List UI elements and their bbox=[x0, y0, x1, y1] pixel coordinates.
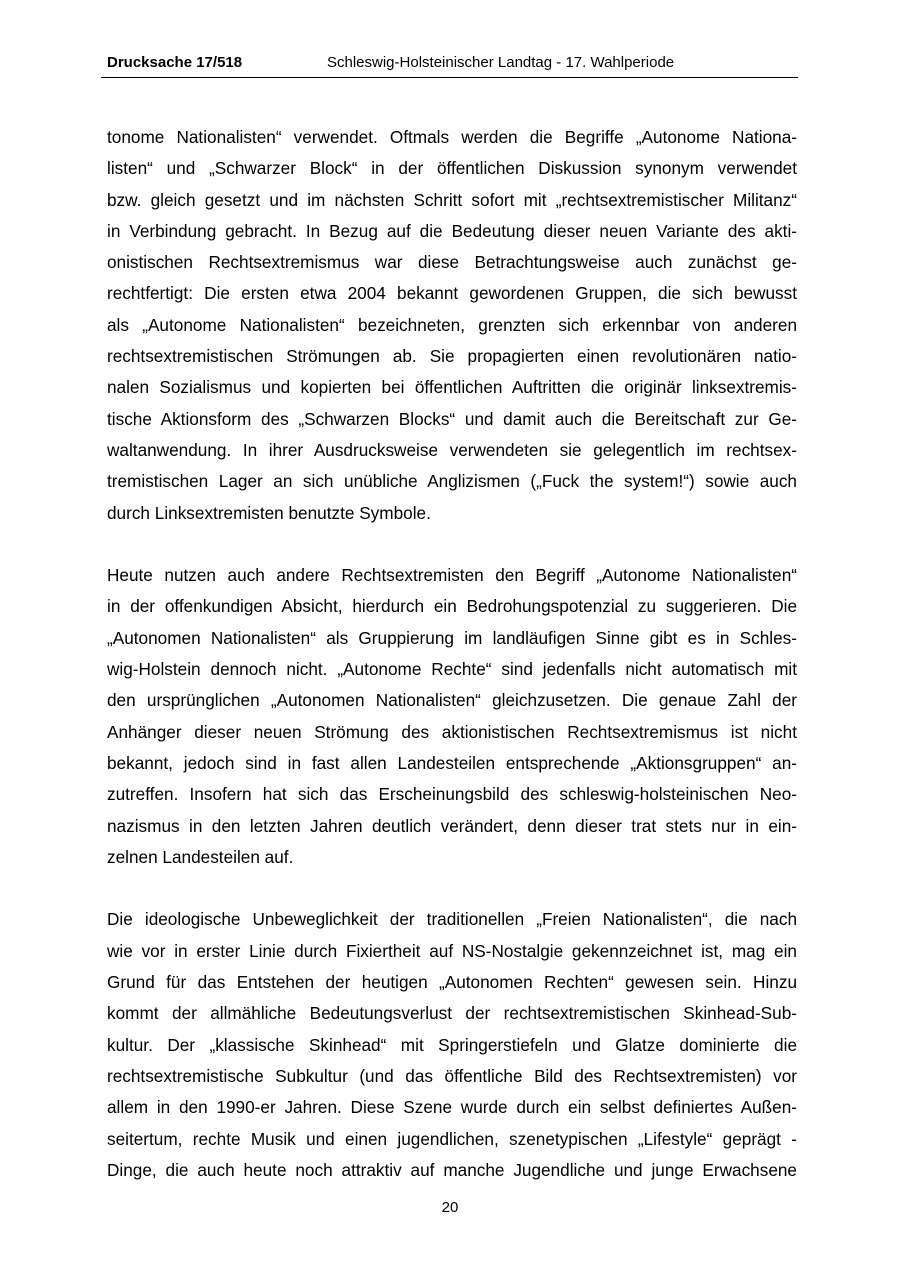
text-line: Die ideologische Unbeweglichkeit der traditionellen „Freien Nationalisten“, die nach bbox=[107, 909, 797, 930]
text-line: tonome Nationalisten“ verwendet. Oftmals werden die Begriffe „Autonome Nationa- bbox=[107, 127, 797, 147]
page-header bbox=[101, 51, 798, 78]
paragraph-spacer bbox=[107, 529, 797, 560]
paragraph bbox=[107, 904, 797, 1186]
text-line: „Autonomen Nationalisten“ als Gruppierung im landläufigen Sinne gibt es in Schles- bbox=[107, 627, 797, 648]
text-line: in Verbindung gebracht. In Bezug auf die Bedeutung dieser neuen Variante des akti- bbox=[107, 220, 797, 241]
text-line: Dinge, die auch heute noch attraktiv auf manche Jugendliche und junge Erwachsene bbox=[107, 1159, 797, 1180]
text-line: Heute nutzen auch andere Rechtsextremisten den Begriff „Autonome Nationalisten“ bbox=[107, 565, 797, 586]
paragraph-spacer bbox=[107, 873, 797, 904]
text-line: listen“ und „Schwarzer Block“ in der öffentlichen Diskussion synonym verwendet bbox=[107, 158, 797, 179]
text-line: nalen Sozialismus und kopierten bei öffentlichen Auftritten die originär linksextremis- bbox=[107, 377, 797, 398]
text-line: wie vor in erster Linie durch Fixiertheit auf NS-Nostalgie gekennzeichnet ist, mag ein bbox=[107, 940, 797, 961]
paragraph bbox=[107, 122, 797, 529]
text-line: bekannt, jedoch sind in fast allen Landesteilen entsprechende „Aktionsgruppen“ an- bbox=[107, 752, 797, 773]
text-line: seitertum, rechte Musik und einen jugendlichen, szenetypischen „Lifestyle“ geprägt - bbox=[107, 1128, 797, 1149]
paragraph bbox=[107, 560, 797, 873]
text-line: in der offenkundigen Absicht, hierdurch ein Bedrohungspotenzial zu suggerieren. Die bbox=[107, 596, 797, 617]
text-line: kommt der allmähliche Bedeutungsverlust der rechtsextremistischen Skinhead-Sub- bbox=[107, 1003, 797, 1024]
text-line: tische Aktionsform des „Schwarzen Blocks“ und damit auch die Bereitschaft zur Ge- bbox=[107, 408, 797, 429]
parliament-title: Schleswig-Holsteinischer Landtag - 17. Wahlperiode bbox=[327, 54, 675, 71]
text-line: zutreffen. Insofern hat sich das Erscheinungsbild des schleswig-holsteinischen Neo- bbox=[107, 784, 797, 805]
text-line: Grund für das Entstehen der heutigen „Autonomen Rechten“ gewesen sein. Hinzu bbox=[107, 972, 797, 993]
text-line: wig-Holstein dennoch nicht. „Autonome Rechte“ sind jedenfalls nicht automatisch mit bbox=[107, 659, 797, 680]
text-line: rechtsextremistischen Strömungen ab. Sie propagierten einen revolutionären natio- bbox=[107, 346, 797, 367]
document-reference: Drucksache 17/518 bbox=[107, 54, 243, 71]
text-line: rechtfertigt: Die ersten etwa 2004 bekannt gewordenen Gruppen, die sich bewusst bbox=[107, 283, 797, 304]
text-line: zelnen Landesteilen auf. bbox=[107, 846, 294, 867]
page-number: 20 bbox=[441, 1199, 459, 1216]
text-line: Anhänger dieser neuen Strömung des aktionistischen Rechtsextremismus ist nicht bbox=[107, 721, 797, 742]
text-line: waltanwendung. In ihrer Ausdrucksweise verwendeten sie gelegentlich im rechtsex- bbox=[107, 439, 797, 460]
text-line: onistischen Rechtsextremismus war diese Betrachtungsweise auch zunächst ge- bbox=[107, 252, 797, 273]
text-line: nazismus in den letzten Jahren deutlich verändert, denn dieser trat stets nur in ein- bbox=[107, 815, 797, 836]
text-line: tremistischen Lager an sich unübliche Anglizismen („Fuck the system!“) sowie auch bbox=[107, 471, 797, 492]
text-line: kultur. Der „klassische Skinhead“ mit Springerstiefeln und Glatze dominierte die bbox=[107, 1034, 797, 1055]
body-text bbox=[107, 122, 797, 1186]
text-line: durch Linksextremisten benutzte Symbole. bbox=[107, 502, 431, 523]
text-line: als „Autonome Nationalisten“ bezeichneten, grenzten sich erkennbar von anderen bbox=[107, 314, 797, 335]
text-line: bzw. gleich gesetzt und im nächsten Schritt sofort mit „rechtsextremistischer Militanz“ bbox=[107, 189, 797, 210]
text-line: rechtsextremistische Subkultur (und das öffentliche Bild des Rechtsextremisten) vor bbox=[107, 1065, 797, 1086]
text-line: den ursprünglichen „Autonomen Nationalisten“ gleichzusetzen. Die genaue Zahl der bbox=[107, 690, 797, 711]
text-line: allem in den 1990-er Jahren. Diese Szene wurde durch ein selbst definiertes Außen- bbox=[107, 1097, 797, 1118]
